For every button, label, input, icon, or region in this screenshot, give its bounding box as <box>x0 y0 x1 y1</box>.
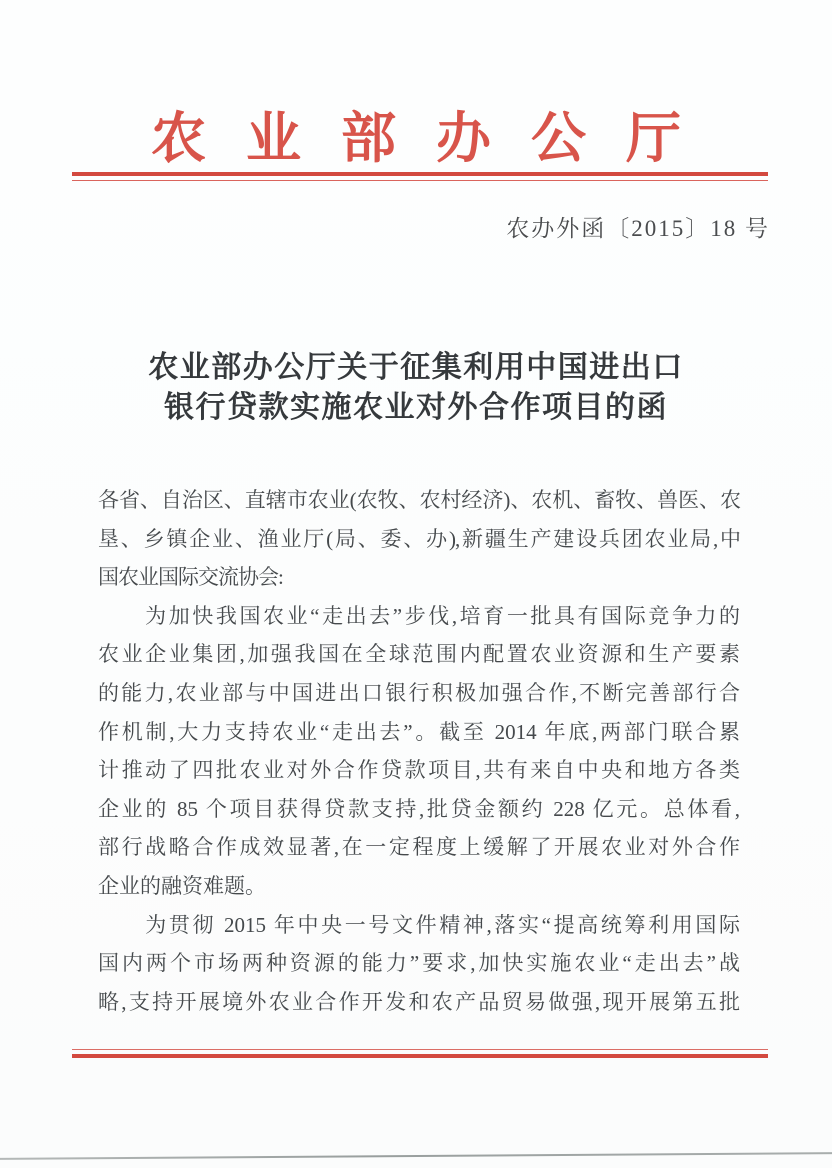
body-text-line: 农业企业集团,加强我国在全球范围内配置农业资源和生产要素 <box>98 642 740 667</box>
footer-divider <box>72 1049 768 1058</box>
footer-divider-thick-line <box>72 1054 768 1058</box>
body-text-line: 为贯彻 2015 年中央一号文件精神,落实“提高统筹利用国际 <box>98 912 740 937</box>
body-text-line: 国内两个市场两种资源的能力”要求,加快实施农业“走出去”战 <box>98 951 740 976</box>
document-title <box>0 348 832 428</box>
body-text-line: 企业的 85 个项目获得贷款支持,批贷金额约 228 亿元。总体看, <box>98 796 740 821</box>
body-text-line: 垦、乡镇企业、渔业厅(局、委、办),新疆生产建设兵团农业局,中 <box>98 526 740 551</box>
footer-divider-thin-line <box>72 1049 768 1050</box>
body-text-line: 作机制,大力支持农业“走出去”。截至 2014 年底,两部门联合累 <box>98 719 740 744</box>
body-text-line: 部行战略合作成效显著,在一定程度上缓解了开展农业对外合作 <box>98 835 740 860</box>
body-text-line: 的能力,农业部与中国进出口银行积极加强合作,不断完善部行合 <box>98 680 740 705</box>
body-text-line: 各省、自治区、直辖市农业(农牧、农村经济)、农机、畜牧、兽医、农 <box>98 488 740 512</box>
document-title-line-1: 农业部办公厅关于征集利用中国进出口 <box>148 351 684 384</box>
document-reference-number: 农办外函〔2015〕18 号 <box>506 216 770 241</box>
letterhead-divider <box>72 172 768 181</box>
body-text-line: 略,支持开展境外农业合作开发和农产品贸易做强,现开展第五批 <box>98 989 740 1014</box>
body-text-line: 企业的融资难题。 <box>98 873 266 898</box>
document-title-line-2: 银行贷款实施农业对外合作项目的函 <box>164 391 668 424</box>
body-text-line: 计推动了四批农业对外合作贷款项目,共有来自中央和地方各类 <box>98 758 740 783</box>
letterhead-divider-thin-line <box>72 180 768 181</box>
document-body <box>98 481 740 1021</box>
scan-paper-edge-shadow <box>0 1152 832 1159</box>
body-text-line: 为加快我国农业“走出去”步伐,培育一批具有国际竞争力的 <box>98 603 740 628</box>
letterhead-org-name: 农业部办公厅 <box>150 108 721 169</box>
letterhead-divider-thick-line <box>72 172 768 176</box>
body-text-line: 国农业国际交流协会: <box>98 565 283 590</box>
